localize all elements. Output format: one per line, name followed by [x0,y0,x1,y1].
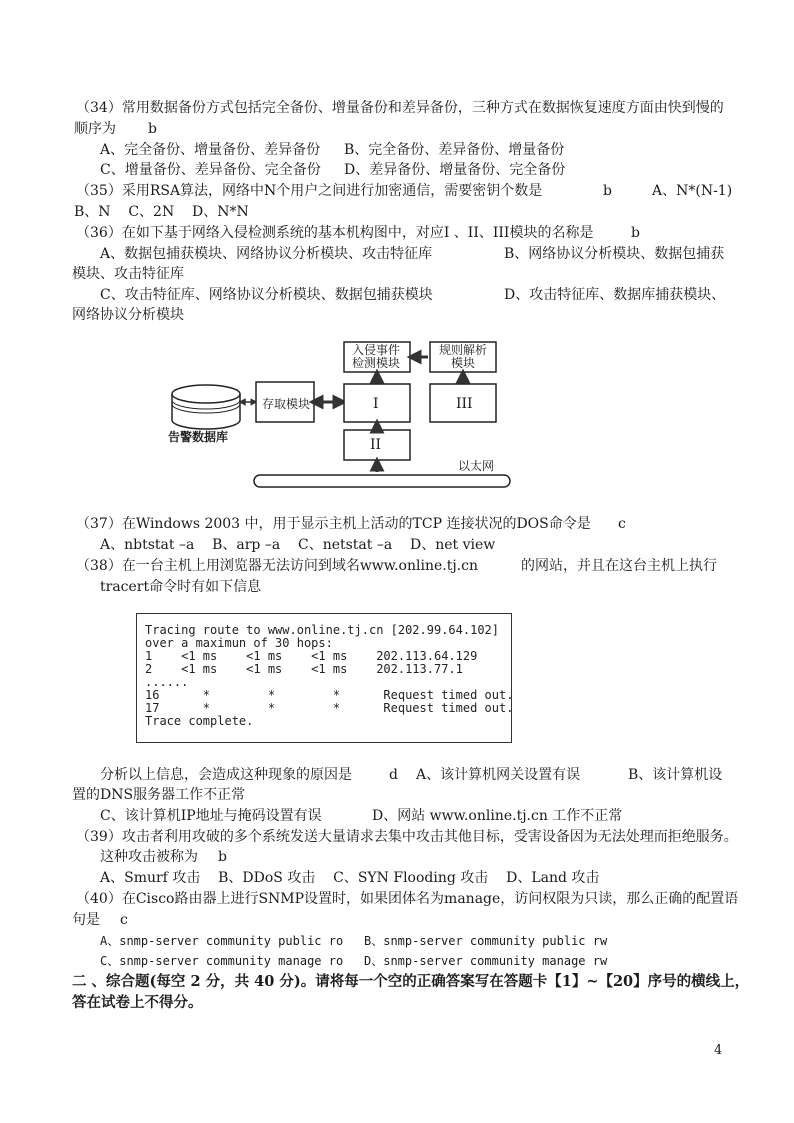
q34-stem: （34）常用数据备份方式包括完全备份、增量备份和差异备份，三种方式在数据恢复速度方面由快到慢的 [76,100,724,116]
q36-option-b: B、网络协议分析模块、数据包捕获 [504,246,725,262]
q38-stem-line2: tracert命令时有如下信息 [100,579,262,595]
detect-module-label-2: 检测模块 [352,356,401,370]
section2-heading-cont: 答在试卷上不得分。 [72,994,203,1011]
q36-option-d-cont: 网络协议分析模块 [72,307,184,323]
q40-option-a: A、snmp-server community public ro [100,934,344,948]
q38-option-c: C、该计算机IP地址与掩码设置有误 [100,808,322,824]
tracert-line: 2 <1 ms <1 ms <1 ms 202.113.77.1 [145,662,463,676]
q34-option-c: C、增量备份、差异备份、完全备份 [100,162,321,178]
tracert-line: 16 * * * Request timed out. [145,688,514,702]
q37-stem: （37）在Windows 2003 中，用于显示主机上活动的TCP 连接状况的DOS命令是 [76,516,591,532]
q39-stem-cont: 这种攻击被称为 [100,849,198,865]
q40-option-c: C、snmp-server community manage ro [100,954,344,968]
q38-analysis: 分析以上信息，会造成这种现象的原因是 [100,767,352,783]
q38-option-b: B、该计算机设 [628,767,723,783]
module-i-label: I [373,396,379,412]
ethernet-bus [254,475,510,487]
q40-stem: （40）在Cisco路由器上进行SNMP设置时，如果团体名为manage，访问权限为只读，那么正确的配置语 [76,891,739,907]
access-module-label: 存取模块 [262,397,311,411]
q39-answer: b [218,849,227,865]
section2-heading: 二 、综合题(每空 2 分，共 40 分)。请将每一个空的正确答案写在答题卡【1】~【20】序号的横线上， [72,973,750,990]
q38-answer: d [389,767,398,783]
q36-option-c: C、攻击特征库、网络协议分析模块、数据包捕获模块 [100,287,433,303]
q38-option-b-cont: 置的DNS服务器工作不正常 [72,787,246,803]
q37-options: A、nbtstat –a B、arp –a C、netstat –a D、net view [100,537,496,553]
q34-option-d: D、差异备份、增量备份、完全备份 [344,162,566,178]
tracert-line: Tracing route to www.online.tj.cn [202.99.64.102] [145,623,500,637]
rule-module-label-2: 模块 [451,356,476,370]
module-ii-label: II [370,437,382,453]
alarm-database-icon [172,385,240,429]
tracert-output-box [136,613,512,743]
q38-stem-cont: 的网站，并且在这台主机上执行 [521,558,717,574]
q38-option-a: A、该计算机网关设置有误 [416,767,581,783]
tracert-line: Trace complete. [145,714,254,728]
detect-module-label-1: 入侵事件 [352,343,401,357]
rule-module-label-1: 规则解析 [439,343,488,357]
tracert-line: ...... [145,675,189,689]
q38-option-d: D、网站 www.online.tj.cn 工作不正常 [372,808,623,824]
q37-answer: c [618,516,626,532]
q34-stem-cont: 顺序为 [74,121,116,137]
q34-answer: b [148,121,157,137]
q40-stem-cont: 句是 [72,912,100,928]
page-number: 4 [714,1043,723,1058]
ethernet-label: 以太网 [458,459,495,473]
q39-options: A、Smurf 攻击 B、DDoS 攻击 C、SYN Flooding 攻击 D、Land 攻击 [100,870,600,886]
tracert-line: over a maximun of 30 hops: [145,636,333,650]
q40-option-b: B、snmp-server community public rw [364,934,608,948]
q34-option-a: A、完全备份、增量备份、差异备份 [100,142,321,158]
q36-option-a: A、数据包捕获模块、网络协议分析模块、攻击特征库 [100,246,433,262]
q40-answer: c [120,912,128,928]
db-label: 告警数据库 [168,430,229,444]
q35-option-a: A、N*(N-1) [652,183,733,199]
q38-stem: （38）在一台主机上用浏览器无法访问到域名www.online.tj.cn [76,558,478,574]
q36-answer: b [631,225,640,241]
q39-stem: （39）攻击者利用攻破的多个系统发送大量请求去集中攻击其他目标，受害设备因为无法处理而拒绝服务。 [76,829,738,845]
ids-diagram [168,338,518,498]
q36-option-d: D、攻击特征库、数据库捕获模块、 [504,287,726,303]
q40-option-d: D、snmp-server community manage rw [364,954,608,968]
module-iii-label: III [456,396,473,412]
q34-option-b: B、完全备份、差异备份、增量备份 [344,142,565,158]
q35-stem: （35）采用RSA算法，网络中N个用户之间进行加密通信，需要密钥个数是 [76,183,543,199]
tracert-line: 1 <1 ms <1 ms <1 ms 202.113.64.129 [145,649,478,663]
q35-answer: b [603,183,612,199]
q36-option-b-cont: 模块、攻击特征库 [72,266,184,282]
q36-stem: （36）在如下基于网络入侵检测系统的基本机构图中，对应I 、II、III模块的名称是 [76,225,594,241]
q35-options-bcd: B、N C、2N D、N*N [74,204,249,220]
tracert-line: 17 * * * Request timed out. [145,701,514,715]
